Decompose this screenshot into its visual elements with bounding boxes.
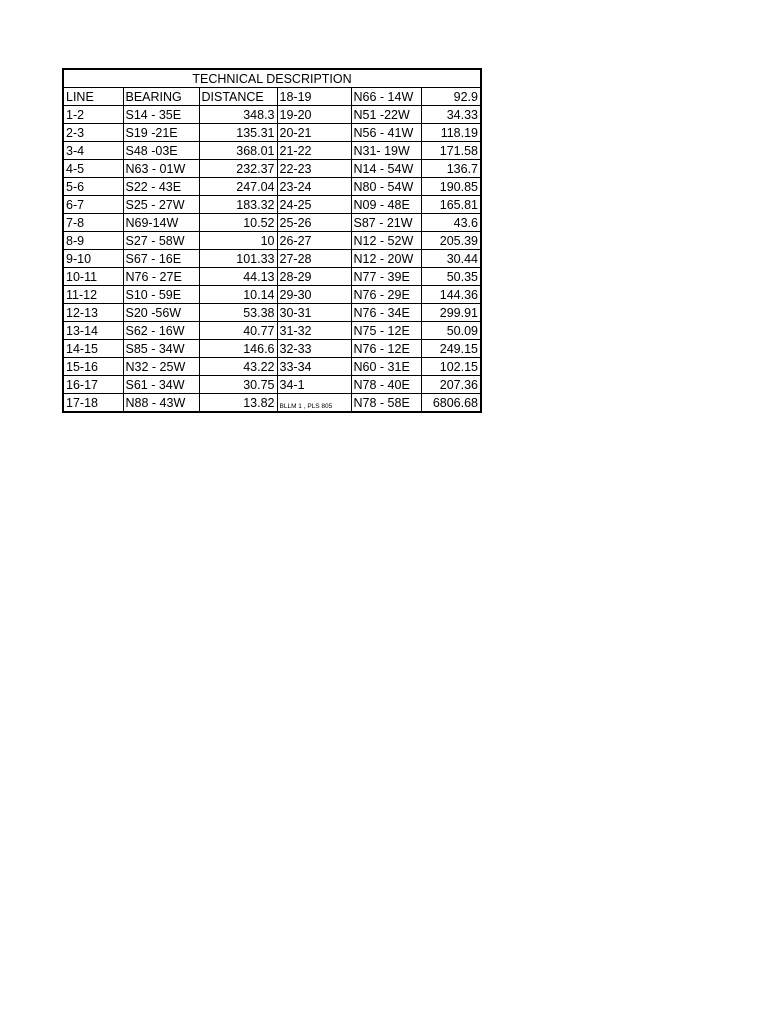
cell-distance: 43.22 [199,358,277,376]
cell-line: 25-26 [277,214,351,232]
cell-bearing: N14 - 54W [351,160,421,178]
header-bearing: BEARING [123,88,199,106]
cell-distance: 10 [199,232,277,250]
cell-line: 7-8 [63,214,123,232]
header-row [63,88,481,106]
cell-bearing: N77 - 39E [351,268,421,286]
table-row [63,214,481,232]
cell-bearing: N12 - 20W [351,250,421,268]
table-row [63,250,481,268]
cell-distance: 118.19 [421,124,481,142]
cell-distance: 232.37 [199,160,277,178]
cell-distance: 10.52 [199,214,277,232]
cell-distance: 30.75 [199,376,277,394]
table-row [63,394,481,413]
cell-distance: 50.09 [421,322,481,340]
cell-line: 2-3 [63,124,123,142]
cell-distance: 368.01 [199,142,277,160]
cell-line: 21-22 [277,142,351,160]
cell-distance: 13.82 [199,394,277,413]
table-row [63,304,481,322]
cell-bearing: S22 - 43E [123,178,199,196]
cell-bearing: N51 -22W [351,106,421,124]
table-row [63,160,481,178]
cell-bearing: N31- 19W [351,142,421,160]
cell-bearing: S62 - 16W [123,322,199,340]
cell-distance: 249.15 [421,340,481,358]
cell-bearing: N69-14W [123,214,199,232]
cell-bearing: S61 - 34W [123,376,199,394]
cell-line: 20-21 [277,124,351,142]
cell-distance: 136.7 [421,160,481,178]
cell-line: 34-1 [277,376,351,394]
cell-bearing: S10 - 59E [123,286,199,304]
table-body [63,106,481,413]
table-title: TECHNICAL DESCRIPTION [63,69,481,88]
cell-line: 6-7 [63,196,123,214]
cell-distance: 44.13 [199,268,277,286]
cell-distance: 40.77 [199,322,277,340]
cell-line: 29-30 [277,286,351,304]
cell-distance: 348.3 [199,106,277,124]
cell-line: 15-16 [63,358,123,376]
cell-bearing: N32 - 25W [123,358,199,376]
cell-distance: 183.32 [199,196,277,214]
cell-distance: 34.33 [421,106,481,124]
table-row [63,232,481,250]
cell-line: 24-25 [277,196,351,214]
cell-bearing: S85 - 34W [123,340,199,358]
cell-distance: 92.9 [421,88,481,106]
cell-line: 11-12 [63,286,123,304]
cell-bearing: N76 - 29E [351,286,421,304]
cell-distance: 247.04 [199,178,277,196]
cell-bearing: S25 - 27W [123,196,199,214]
cell-distance: 165.81 [421,196,481,214]
cell-distance: 10.14 [199,286,277,304]
cell-distance: 144.36 [421,286,481,304]
cell-line: 10-11 [63,268,123,286]
cell-bearing: S19 -21E [123,124,199,142]
cell-line: 23-24 [277,178,351,196]
cell-line: 13-14 [63,322,123,340]
cell-distance: 299.91 [421,304,481,322]
cell-distance: 50.35 [421,268,481,286]
cell-distance: 135.31 [199,124,277,142]
cell-line: 9-10 [63,250,123,268]
cell-distance: 205.39 [421,232,481,250]
cell-bearing: N63 - 01W [123,160,199,178]
table-row [63,142,481,160]
cell-line: 31-32 [277,322,351,340]
cell-bearing: N75 - 12E [351,322,421,340]
cell-bearing: S27 - 58W [123,232,199,250]
cell-bearing: S48 -03E [123,142,199,160]
cell-distance: 190.85 [421,178,481,196]
cell-line: BLLM 1 , PLS 805 [277,394,351,413]
header-line: LINE [63,88,123,106]
table-row [63,196,481,214]
table-row [63,178,481,196]
cell-distance: 146.6 [199,340,277,358]
cell-distance: 6806.68 [421,394,481,413]
cell-bearing: S67 - 16E [123,250,199,268]
cell-line: 18-19 [277,88,351,106]
cell-bearing: N88 - 43W [123,394,199,413]
cell-distance: 43.6 [421,214,481,232]
cell-bearing: S87 - 21W [351,214,421,232]
header-distance: DISTANCE [199,88,277,106]
cell-bearing: N66 - 14W [351,88,421,106]
cell-distance: 207.36 [421,376,481,394]
table-row [63,106,481,124]
cell-bearing: N60 - 31E [351,358,421,376]
table-row [63,124,481,142]
cell-line: 33-34 [277,358,351,376]
cell-bearing: N09 - 48E [351,196,421,214]
table-row [63,268,481,286]
cell-distance: 171.58 [421,142,481,160]
cell-line: 28-29 [277,268,351,286]
table-row [63,340,481,358]
cell-bearing: N76 - 34E [351,304,421,322]
cell-bearing: N80 - 54W [351,178,421,196]
cell-line: 4-5 [63,160,123,178]
cell-bearing: N76 - 12E [351,340,421,358]
cell-bearing: N78 - 40E [351,376,421,394]
cell-distance: 53.38 [199,304,277,322]
cell-bearing: N12 - 52W [351,232,421,250]
cell-line: 32-33 [277,340,351,358]
table-row [63,358,481,376]
cell-line: 16-17 [63,376,123,394]
cell-bearing: N56 - 41W [351,124,421,142]
cell-line: 22-23 [277,160,351,178]
table-row [63,286,481,304]
cell-line: 17-18 [63,394,123,413]
cell-distance: 101.33 [199,250,277,268]
cell-distance: 102.15 [421,358,481,376]
cell-line: 26-27 [277,232,351,250]
cell-distance: 30.44 [421,250,481,268]
cell-bearing: N78 - 58E [351,394,421,413]
cell-line: 1-2 [63,106,123,124]
table-row [63,376,481,394]
technical-description-table [62,68,482,413]
table-row [63,322,481,340]
cell-bearing: S14 - 35E [123,106,199,124]
cell-line: 27-28 [277,250,351,268]
cell-line: 14-15 [63,340,123,358]
cell-line: 12-13 [63,304,123,322]
cell-line: 3-4 [63,142,123,160]
cell-line: 8-9 [63,232,123,250]
cell-line: 5-6 [63,178,123,196]
cell-bearing: N76 - 27E [123,268,199,286]
cell-bearing: S20 -56W [123,304,199,322]
cell-line: 19-20 [277,106,351,124]
cell-line: 30-31 [277,304,351,322]
